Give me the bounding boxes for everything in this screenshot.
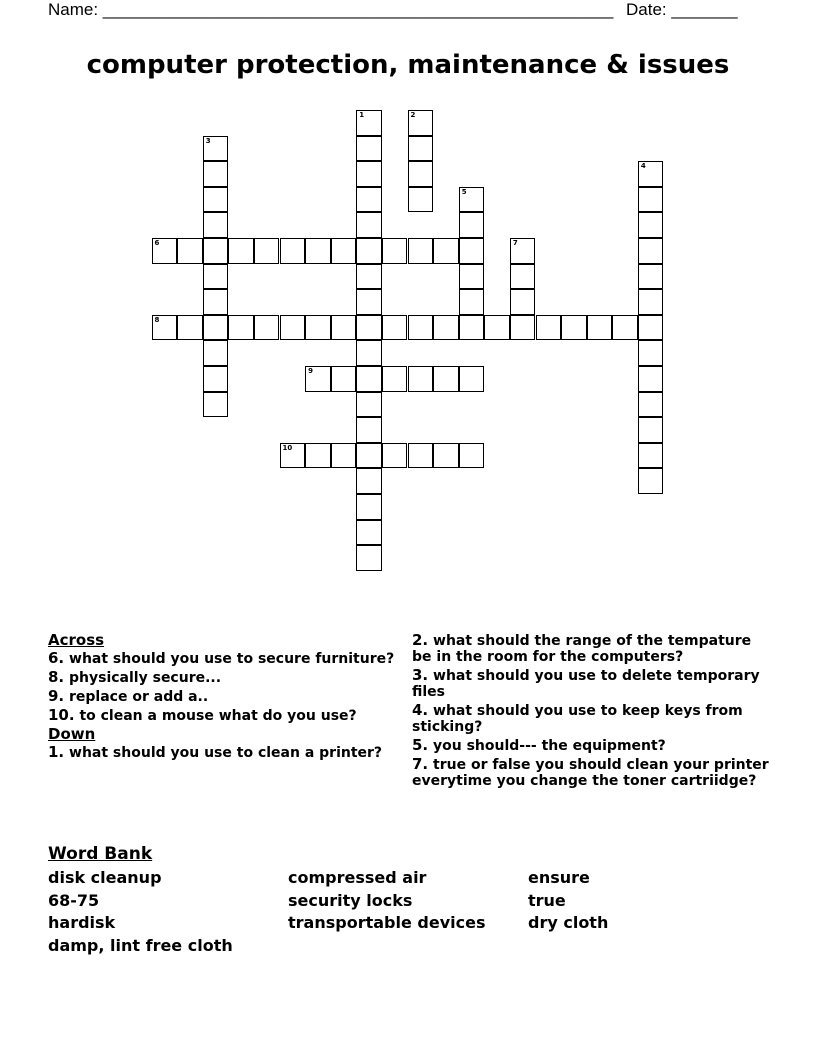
crossword-cell[interactable] xyxy=(382,315,408,341)
crossword-cell[interactable] xyxy=(382,443,408,469)
crossword-cell[interactable] xyxy=(254,315,280,341)
clue-number-label: 7 xyxy=(512,239,518,247)
crossword-cell[interactable] xyxy=(356,520,382,546)
crossword-cell[interactable] xyxy=(638,468,664,494)
crossword-cell[interactable] xyxy=(356,136,382,162)
clue-across-10: 10. to clean a mouse what do you use? xyxy=(48,706,357,724)
clue-down-4: 4. what should you use to keep keys from sticking? xyxy=(412,701,743,735)
crossword-cell[interactable] xyxy=(459,289,485,315)
crossword-cell[interactable] xyxy=(510,264,536,290)
crossword-cell[interactable] xyxy=(356,468,382,494)
crossword-cell[interactable] xyxy=(152,238,178,264)
crossword-cell[interactable] xyxy=(228,315,254,341)
down-heading: Down xyxy=(48,725,96,743)
crossword-cell[interactable] xyxy=(356,238,382,264)
crossword-cell[interactable] xyxy=(177,315,203,341)
crossword-cell[interactable] xyxy=(356,110,382,136)
crossword-cell[interactable] xyxy=(331,238,357,264)
crossword-cell[interactable] xyxy=(638,187,664,213)
across-heading: Across xyxy=(48,631,105,649)
word-bank-item: compressed air xyxy=(288,868,427,887)
crossword-cell[interactable] xyxy=(510,289,536,315)
crossword-cell[interactable] xyxy=(638,315,664,341)
clue-number-label: 8 xyxy=(154,315,160,324)
crossword-cell[interactable] xyxy=(536,315,562,341)
crossword-cell[interactable] xyxy=(408,110,434,136)
crossword-cell[interactable] xyxy=(203,264,229,290)
crossword-cell[interactable] xyxy=(638,366,664,392)
crossword-cell[interactable] xyxy=(638,392,664,418)
crossword-cell[interactable] xyxy=(408,443,434,469)
clue-number-label: 1 xyxy=(359,111,365,119)
crossword-cell[interactable] xyxy=(356,417,382,443)
clue-number-label: 6 xyxy=(154,239,160,247)
crossword-cell[interactable] xyxy=(484,315,510,341)
crossword-cell[interactable] xyxy=(203,340,229,366)
crossword-cell[interactable] xyxy=(203,392,229,418)
crossword-cell[interactable] xyxy=(203,187,229,213)
crossword-cell[interactable] xyxy=(305,315,331,341)
crossword-cell[interactable] xyxy=(203,161,229,187)
crossword-cell[interactable] xyxy=(408,366,434,392)
crossword-cell[interactable] xyxy=(331,443,357,469)
clue-across-8: 8. physically secure... xyxy=(48,668,222,686)
crossword-cell[interactable] xyxy=(177,238,203,264)
name-field-label: Name: ______________________________________________________ xyxy=(48,0,614,19)
crossword-cell[interactable] xyxy=(203,366,229,392)
clue-down-3: 3. what should you use to delete temporary files xyxy=(412,666,760,700)
word-bank-item: security locks xyxy=(288,891,413,910)
clue-number-label: 3 xyxy=(205,136,211,145)
crossword-cell[interactable] xyxy=(203,136,229,162)
crossword-cell[interactable] xyxy=(638,238,664,264)
crossword-cell[interactable] xyxy=(638,443,664,469)
crossword-cell[interactable] xyxy=(408,315,434,341)
crossword-cell[interactable] xyxy=(459,264,485,290)
clue-across-6: 6. what should you use to secure furniture? xyxy=(48,649,395,667)
word-bank-item: dry cloth xyxy=(528,913,609,932)
crossword-cell[interactable] xyxy=(331,366,357,392)
crossword-cell[interactable] xyxy=(305,238,331,264)
word-bank-item: transportable devices xyxy=(288,913,486,932)
crossword-cell[interactable] xyxy=(433,443,459,469)
crossword-cell[interactable] xyxy=(408,187,434,213)
crossword-cell[interactable] xyxy=(638,264,664,290)
clue-number-label: 2 xyxy=(410,111,416,119)
word-bank-item: damp, lint free cloth xyxy=(48,936,233,955)
crossword-cell[interactable] xyxy=(459,443,485,469)
crossword-cell[interactable] xyxy=(356,392,382,418)
crossword-cell[interactable] xyxy=(561,315,587,341)
crossword-cell[interactable] xyxy=(356,289,382,315)
crossword-cell[interactable] xyxy=(408,136,434,162)
crossword-cell[interactable] xyxy=(638,212,664,238)
crossword-cell[interactable] xyxy=(280,315,306,341)
crossword-cell[interactable] xyxy=(356,443,382,469)
crossword-cell[interactable] xyxy=(203,315,229,341)
crossword-cell[interactable] xyxy=(510,315,536,341)
crossword-cell[interactable] xyxy=(280,238,306,264)
crossword-cell[interactable] xyxy=(203,289,229,315)
crossword-cell[interactable] xyxy=(510,238,536,264)
crossword-cell[interactable] xyxy=(459,187,485,213)
clue-down-2: 2. what should the range of the tempature be in the room for the computers? xyxy=(412,631,752,665)
clue-number-label: 4 xyxy=(640,162,646,171)
clue-down-5: 5. you should--- the equipment? xyxy=(412,736,666,754)
clue-down-1: 1. what should you use to clean a printer? xyxy=(48,743,383,761)
crossword-cell[interactable] xyxy=(408,238,434,264)
crossword-cell[interactable] xyxy=(254,238,280,264)
crossword-cell[interactable] xyxy=(459,238,485,264)
crossword-cell[interactable] xyxy=(356,187,382,213)
crossword-cell[interactable] xyxy=(331,315,357,341)
word-bank-item: 68-75 xyxy=(48,891,100,910)
crossword-cell[interactable] xyxy=(356,494,382,520)
crossword-cell[interactable] xyxy=(433,315,459,341)
crossword-cell[interactable] xyxy=(459,315,485,341)
clues-left-column xyxy=(48,630,398,761)
word-bank-item: hardisk xyxy=(48,913,116,932)
crossword-cell[interactable] xyxy=(459,212,485,238)
crossword-cell[interactable] xyxy=(587,315,613,341)
crossword-cell[interactable] xyxy=(305,443,331,469)
clues-right-column xyxy=(412,630,772,789)
crossword-cell[interactable] xyxy=(228,238,254,264)
clue-down-7: 7. true or false you should clean your printer everytime you change the toner cartriidge? xyxy=(412,755,769,789)
crossword-cell[interactable] xyxy=(356,212,382,238)
crossword-cell[interactable] xyxy=(638,289,664,315)
crossword-cell[interactable] xyxy=(459,366,485,392)
crossword-cell[interactable] xyxy=(638,340,664,366)
crossword-cell[interactable] xyxy=(280,443,306,469)
crossword-cell[interactable] xyxy=(382,238,408,264)
crossword-cell[interactable] xyxy=(356,315,382,341)
crossword-cell[interactable] xyxy=(408,161,434,187)
crossword-cell[interactable] xyxy=(203,238,229,264)
page-title: computer protection, maintenance & issues xyxy=(86,50,730,80)
clue-across-9: 9. replace or add a.. xyxy=(48,687,209,705)
word-bank-item: disk cleanup xyxy=(48,868,162,887)
crossword-cell[interactable] xyxy=(305,366,331,392)
clue-number-label: 10 xyxy=(282,443,293,452)
word-bank-item: true xyxy=(528,891,566,910)
crossword-cell[interactable] xyxy=(203,212,229,238)
crossword-cell[interactable] xyxy=(433,238,459,264)
crossword-cell[interactable] xyxy=(382,366,408,392)
clue-number-label: 5 xyxy=(461,187,467,196)
word-bank-item: ensure xyxy=(528,868,590,887)
crossword-cell[interactable] xyxy=(356,366,382,392)
crossword-cell[interactable] xyxy=(356,161,382,187)
crossword-cell[interactable] xyxy=(612,315,638,341)
crossword-cell[interactable] xyxy=(433,366,459,392)
crossword-cell[interactable] xyxy=(152,315,178,341)
crossword-cell[interactable] xyxy=(638,161,664,187)
word-bank-title: Word Bank xyxy=(48,844,153,864)
crossword-cell[interactable] xyxy=(356,340,382,366)
crossword-cell[interactable] xyxy=(356,264,382,290)
crossword-cell[interactable] xyxy=(638,417,664,443)
date-field-label: Date: _______ xyxy=(626,0,738,19)
crossword-cell[interactable] xyxy=(356,545,382,571)
clue-number-label: 9 xyxy=(308,367,313,375)
